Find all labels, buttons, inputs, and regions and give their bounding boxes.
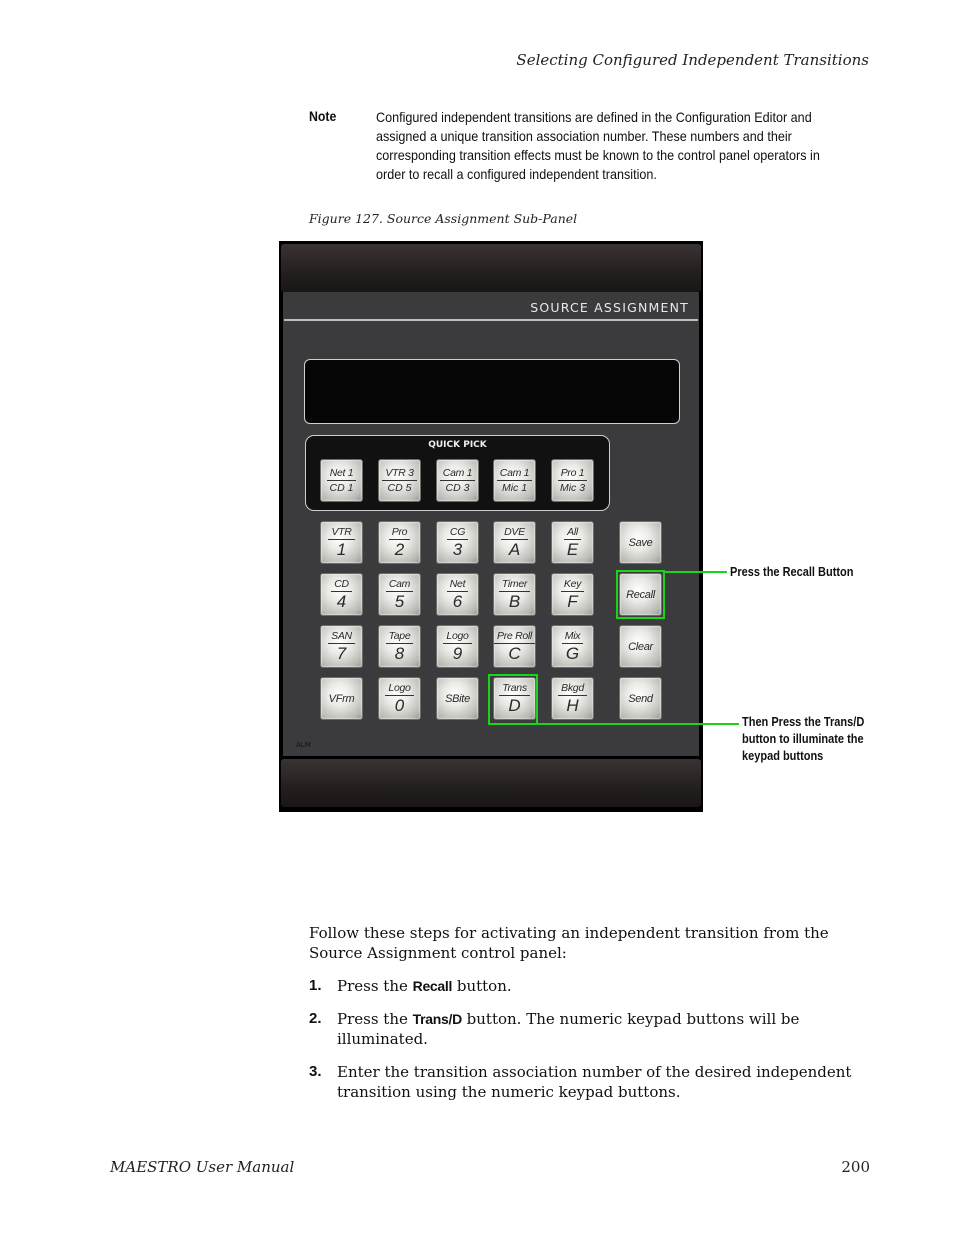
panel-title-rule bbox=[284, 319, 698, 321]
key-top-label: CG bbox=[447, 526, 468, 540]
intro-paragraph: Follow these steps for activating an independent transition from the Source Assignment control panel: bbox=[309, 924, 829, 962]
source-assignment-panel bbox=[279, 241, 703, 812]
key-top-label: Cam bbox=[386, 578, 413, 592]
key-top-label: Bkgd bbox=[558, 682, 587, 696]
clear-button[interactable] bbox=[619, 625, 662, 668]
key-tape-8[interactable] bbox=[378, 625, 421, 668]
key-bottom-label: 2 bbox=[394, 540, 405, 559]
key-bottom-label: D bbox=[508, 696, 521, 715]
key-top-label: Logo bbox=[443, 630, 471, 644]
key-label: Clear bbox=[628, 640, 653, 653]
step-text-pre: Press the bbox=[337, 977, 413, 995]
key-top-label: Cam 1 bbox=[440, 467, 475, 481]
key-label: Send bbox=[628, 692, 653, 705]
recall-callout: Press the Recall Button bbox=[730, 565, 854, 579]
key-preroll-c[interactable] bbox=[493, 625, 536, 668]
panel-title: SOURCE ASSIGNMENT bbox=[530, 300, 689, 315]
step-text-pre: Press the bbox=[337, 1010, 413, 1028]
key-label: VFrm bbox=[328, 692, 355, 705]
key-top-label: Net bbox=[447, 578, 468, 592]
key-timer-b[interactable] bbox=[493, 573, 536, 616]
key-vfrm[interactable] bbox=[320, 677, 363, 720]
key-mix-g[interactable] bbox=[551, 625, 594, 668]
key-bottom-label: 6 bbox=[452, 592, 463, 611]
trans-callout-line-3: keypad buttons bbox=[742, 749, 824, 763]
key-bottom-label: B bbox=[508, 592, 521, 611]
note-text: Configured independent transitions are defined in the Configuration Editor and assigned a unique transition association number. These numbers and their corresponding transition effects must be known to the control panel operators in order to recall a configured independent transition. bbox=[376, 109, 820, 182]
trans-callout-line-2: button to illuminate the bbox=[742, 732, 864, 746]
key-bottom-label: 8 bbox=[394, 644, 405, 663]
key-top-label: Key bbox=[561, 578, 584, 592]
key-cg-3[interactable] bbox=[436, 521, 479, 564]
key-top-label: DVE bbox=[501, 526, 528, 540]
quick-pick-button-1[interactable] bbox=[320, 459, 363, 502]
key-label: Save bbox=[628, 536, 653, 549]
key-top-label: Pro 1 bbox=[558, 467, 588, 481]
note-label: Note bbox=[309, 108, 337, 124]
key-top-label: Tape bbox=[386, 630, 414, 644]
key-top-label: Cam 1 bbox=[497, 467, 532, 481]
key-top-label: All bbox=[564, 526, 581, 540]
trans-callout-line-1: Then Press the Trans/D bbox=[742, 715, 865, 729]
key-bottom-label: E bbox=[566, 540, 579, 559]
quick-pick-button-2[interactable] bbox=[378, 459, 421, 502]
key-top-label: Timer bbox=[499, 578, 530, 592]
panel-top-rail bbox=[281, 244, 701, 292]
key-bottom-label: 9 bbox=[452, 644, 463, 663]
key-top-label: VTR 3 bbox=[382, 467, 416, 481]
key-bottom-label: 3 bbox=[452, 540, 463, 559]
panel-display bbox=[304, 359, 680, 424]
key-logo-0[interactable] bbox=[378, 677, 421, 720]
key-all-e[interactable] bbox=[551, 521, 594, 564]
key-top-label: VTR bbox=[328, 526, 354, 540]
key-bottom-label: Mic 3 bbox=[559, 481, 586, 494]
key-top-label: Mix bbox=[562, 630, 583, 644]
step-text bbox=[337, 976, 877, 996]
key-bottom-label: H bbox=[566, 696, 579, 715]
send-button[interactable] bbox=[619, 677, 662, 720]
trans-callout bbox=[742, 714, 864, 765]
figure-caption: Figure 127. Source Assignment Sub-Panel bbox=[309, 211, 578, 226]
step-number: 3. bbox=[309, 1063, 322, 1080]
recall-callout-line bbox=[663, 571, 727, 573]
running-head: Selecting Configured Independent Transitions bbox=[516, 51, 869, 69]
key-bottom-label: Mic 1 bbox=[501, 481, 528, 494]
recall-highlight bbox=[616, 570, 665, 619]
step-text-post: button. The numeric keypad buttons will be illuminated. bbox=[337, 1010, 800, 1048]
key-bottom-label: CD 3 bbox=[445, 481, 470, 494]
quick-pick-title: QUICK PICK bbox=[428, 440, 487, 450]
key-bottom-label: CD 1 bbox=[329, 481, 354, 494]
quick-pick-button-5[interactable] bbox=[551, 459, 594, 502]
key-label: Recall bbox=[626, 588, 655, 601]
key-cd-4[interactable] bbox=[320, 573, 363, 616]
quick-pick-button-4[interactable] bbox=[493, 459, 536, 502]
save-button[interactable] bbox=[619, 521, 662, 564]
key-cam-5[interactable] bbox=[378, 573, 421, 616]
alm-label: ALM bbox=[296, 741, 311, 749]
quick-pick-button-3[interactable] bbox=[436, 459, 479, 502]
key-bottom-label: CD 5 bbox=[387, 481, 412, 494]
key-key-f[interactable] bbox=[551, 573, 594, 616]
key-bottom-label: C bbox=[508, 644, 521, 663]
key-bottom-label: 7 bbox=[336, 644, 347, 663]
trans-d-highlight bbox=[488, 674, 538, 725]
step-number: 2. bbox=[309, 1010, 322, 1027]
key-top-label: CD bbox=[331, 578, 352, 592]
key-net-6[interactable] bbox=[436, 573, 479, 616]
key-top-label: Logo bbox=[385, 682, 413, 696]
key-top-label: Pre Roll bbox=[494, 630, 535, 644]
key-logo-9[interactable] bbox=[436, 625, 479, 668]
key-top-label: Net 1 bbox=[327, 467, 357, 481]
key-bottom-label: 4 bbox=[336, 592, 347, 611]
panel-bottom-rail bbox=[281, 759, 701, 807]
step-text-post: button. bbox=[452, 977, 512, 995]
key-sbite[interactable] bbox=[436, 677, 479, 720]
footer-manual-title: MAESTRO User Manual bbox=[110, 1158, 295, 1176]
key-bottom-label: 5 bbox=[394, 592, 405, 611]
footer-page-number: 200 bbox=[841, 1158, 870, 1176]
key-pro-2[interactable] bbox=[378, 521, 421, 564]
key-dve-a[interactable] bbox=[493, 521, 536, 564]
key-bottom-label: 0 bbox=[394, 696, 405, 715]
key-bottom-label: G bbox=[565, 644, 580, 663]
key-top-label: Trans bbox=[499, 682, 530, 696]
key-san-7[interactable] bbox=[320, 625, 363, 668]
key-bottom-label: 1 bbox=[336, 540, 347, 559]
key-vtr-1[interactable] bbox=[320, 521, 363, 564]
trans-callout-line bbox=[537, 723, 739, 725]
step-text bbox=[337, 1009, 877, 1049]
key-bottom-label: A bbox=[508, 540, 521, 559]
key-top-label: Pro bbox=[389, 526, 410, 540]
key-bottom-label: F bbox=[567, 592, 578, 611]
step-button-name: Recall bbox=[412, 978, 453, 994]
key-top-label: SAN bbox=[328, 630, 355, 644]
step-text: Enter the transition association number of the desired independent transition using the numeric keypad buttons. bbox=[337, 1063, 852, 1101]
key-label: SBite bbox=[445, 692, 470, 705]
step-button-name: Trans/D bbox=[412, 1011, 462, 1027]
step-number: 1. bbox=[309, 977, 322, 994]
key-bkgd-h[interactable] bbox=[551, 677, 594, 720]
